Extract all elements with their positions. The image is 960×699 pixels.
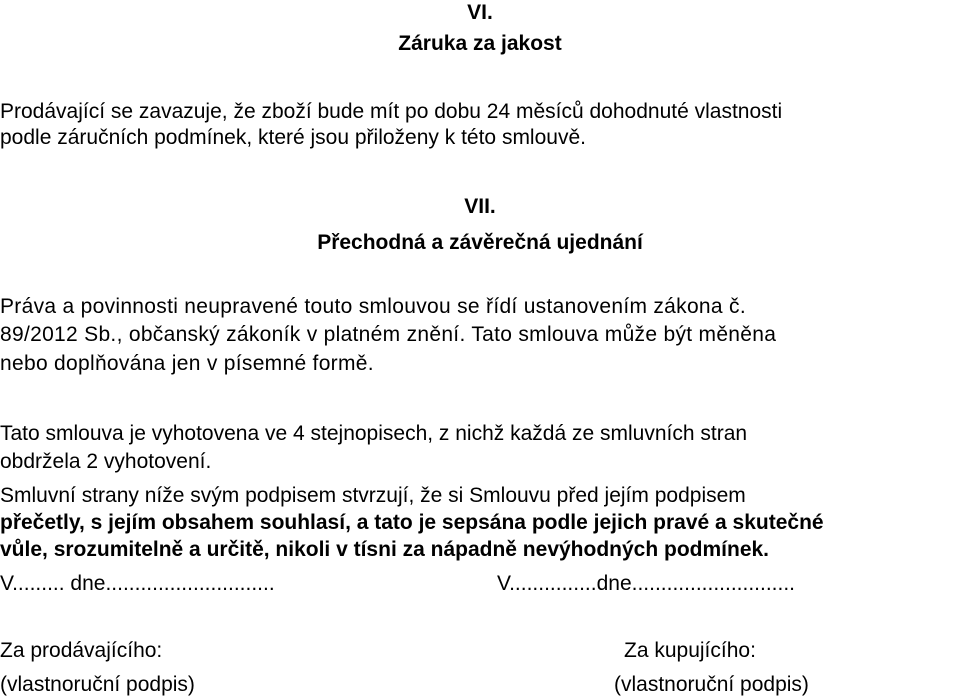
- section-6-text-line-2: podle záručních podmínek, které jsou přiloženy k této smlouvě.: [0, 126, 586, 149]
- section-7-p2-line-1: Tato smlouva je vyhotovena ve 4 stejnopisech, z nichž každá ze smluvních stran: [0, 422, 748, 445]
- section-7-p1-line-2: 89/2012 Sb., občanský zákoník v platném znění. Tato smlouva může být měněna: [0, 323, 777, 346]
- section-7-number: VII.: [464, 195, 496, 218]
- section-6-number: VI.: [467, 1, 493, 24]
- seller-signature-note: (vlastnoruční podpis): [0, 673, 195, 696]
- buyer-signature-note: (vlastnoruční podpis): [614, 673, 809, 696]
- section-7-p2-line-2: obdržela 2 vyhotovení.: [0, 450, 212, 473]
- buyer-label: Za kupujícího:: [624, 639, 756, 662]
- section-7-p1-line-1: Práva a povinnosti neupravené touto smlouvou se řídí ustanovením zákona č.: [0, 295, 746, 318]
- place-date-right: V...............dne............................: [497, 572, 795, 595]
- seller-label: Za prodávajícího:: [0, 639, 163, 662]
- place-date-left: V......... dne.............................: [0, 572, 275, 595]
- section-6-text-line-1: Prodávající se zavazuje, že zboží bude mít po dobu 24 měsíců dohodnuté vlastnosti: [0, 100, 783, 123]
- section-7-p1-line-3: nebo doplňována jen v písemné formě.: [0, 352, 374, 375]
- section-6-title: Záruka za jakost: [398, 32, 562, 55]
- section-7-p3-bold-line-2: vůle, srozumitelně a určitě, nikoli v tísni za nápadně nevýhodných podmínek.: [0, 538, 770, 561]
- section-7-title: Přechodná a závěrečná ujednání: [317, 231, 643, 254]
- section-7-p3-bold-line-1: přečetly, s jejím obsahem souhlasí, a tato je sepsána podle jejich pravé a skutečné: [0, 511, 824, 534]
- section-7-p3-line-1: Smluvní strany níže svým podpisem stvrzují, že si Smlouvu před jejím podpisem: [0, 484, 746, 507]
